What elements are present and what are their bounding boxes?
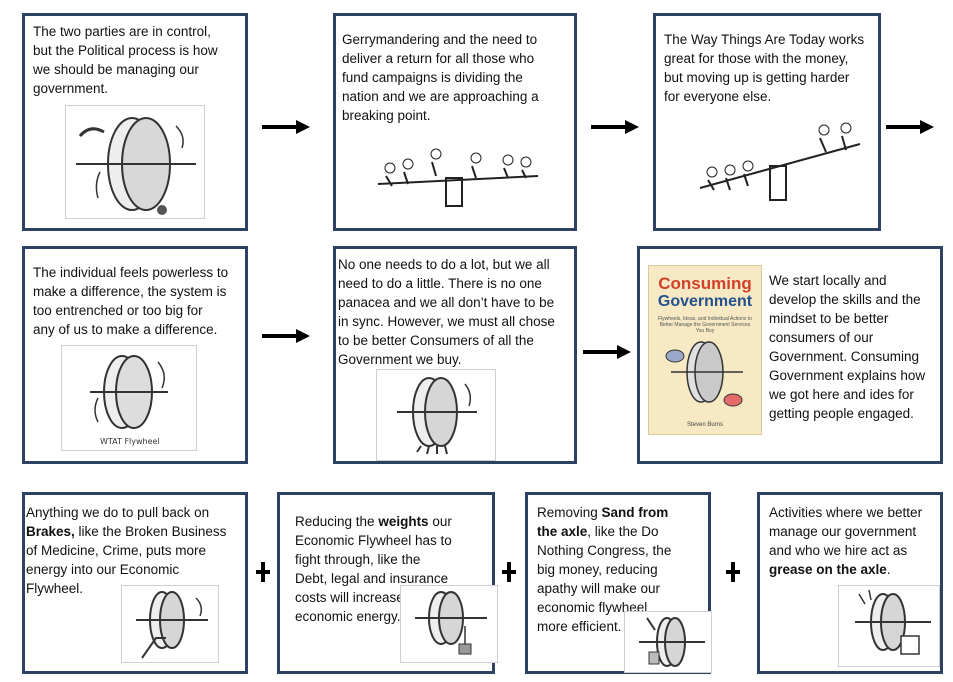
arrow-right-icon (583, 345, 631, 359)
text-part: Removing (537, 505, 602, 520)
panel-text (26, 503, 248, 598)
text-part: Activities where we better manage our government and who we hire act as (769, 505, 923, 558)
panel-text: The Way Things Are Today works great for those with the money, but moving up is getting harder for everyone else. (664, 32, 865, 104)
text-part: like the Broken Business of Medicine, Crime, puts more energy into our Economic Flywheel. (26, 524, 227, 596)
plus-icon (726, 562, 740, 582)
panel-text: The two parties are in control, but the Political process is how we should be managing our government. (33, 24, 218, 96)
grease-flywheel-sketch (838, 585, 940, 667)
emphasis-sand: Sand from the axle (537, 505, 669, 539)
text-part: Reducing the (295, 514, 379, 529)
wtat-flywheel-sketch (61, 345, 197, 451)
panel-individual-powerless (22, 246, 248, 464)
tilted-seesaw-sketch (690, 116, 870, 216)
arrow-right-icon (591, 120, 639, 134)
panel-gerrymandering (333, 13, 577, 231)
text-part: our Economic Flywheel has to fight through, like the Debt, legal and insurance costs will increase economic energy. (295, 514, 452, 624)
weights-flywheel-sketch (400, 585, 498, 663)
sketch-caption: WTAT Flywheel (100, 437, 160, 446)
panel-text (769, 503, 945, 579)
emphasis-grease: grease on the axle (769, 562, 887, 577)
book-flywheel-illustration (663, 334, 747, 410)
emphasis-weights: weights (378, 514, 429, 529)
book-title-line2: Government (657, 293, 753, 310)
text-part: Anything we do to pull back on (26, 505, 210, 520)
panel-weights (277, 492, 495, 674)
emphasis-brakes: Brakes, (26, 524, 75, 539)
flywheel-sketch (376, 369, 496, 461)
panel-way-things-are (653, 13, 881, 231)
flywheel-sketch (65, 105, 205, 219)
panel-two-parties (22, 13, 248, 231)
panel-do-a-little (333, 246, 577, 464)
text-part: , like the Do Nothing Congress, the big money, reducing apathy will make our economic flywheel more efficient. (537, 524, 672, 634)
brake-flywheel-sketch (121, 585, 219, 663)
panel-text: Gerrymandering and the need to deliver a return for all those who fund campaigns is dividing the nation and we are approaching a breaking point. (342, 32, 539, 123)
plus-icon (256, 562, 270, 582)
panel-brakes (22, 492, 248, 674)
arrow-right-icon (262, 329, 310, 343)
seesaw-sketch (368, 136, 548, 216)
panel-text: We start locally and develop the skills and the mindset to be better consumers of our Government. Consuming Government explains how we got here and ides for getting people engaged. (769, 273, 926, 421)
text-part: . (886, 562, 891, 577)
book-subtitle: Flywheels, Ideas, and Individual Actions to Better Manage the Government Services You Buy (658, 316, 752, 334)
book-author: Steven Burns (686, 422, 724, 428)
panel-text: No one needs to do a lot, but we all need to do a little. There is no one panacea and we all don’t have to be in sync. However, we must all chose to be better Consumers of all the Government we buy. (338, 257, 555, 367)
panel-consuming-government (637, 246, 943, 464)
arrow-right-icon (886, 120, 934, 134)
panel-sand-axle (525, 492, 711, 674)
book-title-line1: Consuming (658, 274, 752, 293)
sand-flywheel-sketch (624, 611, 712, 673)
book-cover (648, 265, 762, 435)
panel-text: The individual feels powerless to make a difference, the system is too entrenched or too big for any of us to make a difference. (33, 265, 229, 337)
arrow-right-icon (262, 120, 310, 134)
panel-grease-axle (757, 492, 943, 674)
plus-icon (502, 562, 516, 582)
